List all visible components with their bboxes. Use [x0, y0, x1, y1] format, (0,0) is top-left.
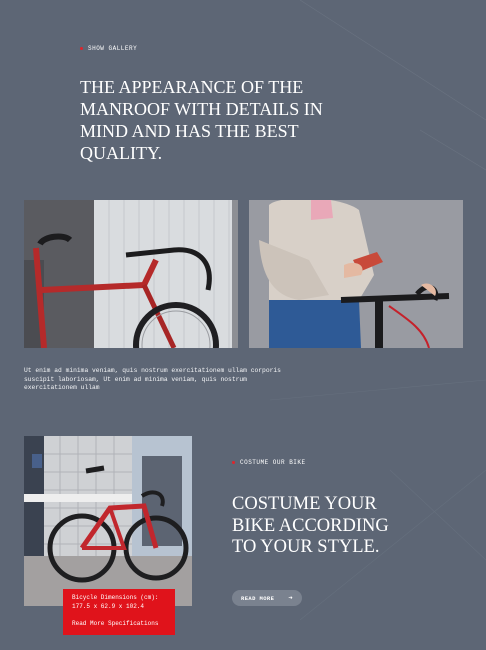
- dot-icon: [232, 461, 235, 464]
- gallery-headline: THE APPEARANCE OF THE MANROOF WITH DETAILS IN MIND AND HAS THE BEST QUALITY.: [80, 77, 323, 163]
- bike-spec-box: [63, 589, 175, 635]
- dot-icon: [80, 47, 83, 50]
- costume-eyebrow: [232, 459, 306, 466]
- gallery-photo-bike: [24, 200, 238, 348]
- gallery-description: Ut enim ad minima veniam, quis nostrum exercitationem ullam corporis suscipit laboriosam, Ut enim ad minima veniam, quis nostrum exercitationem ullam: [24, 367, 281, 391]
- spec-dimensions-label: Bicycle Dimensions (cm):: [72, 594, 159, 601]
- gallery-eyebrow: [80, 45, 137, 52]
- costume-headline: COSTUME YOUR BIKE ACCORDING TO YOUR STYLE.: [232, 494, 389, 557]
- gallery-eyebrow-label: SHOW GALLERY: [88, 45, 138, 52]
- costume-photo-bike: [24, 436, 192, 606]
- spec-dimensions-value: 177.5 x 62.9 x 102.4: [72, 602, 145, 610]
- read-more-button[interactable]: [232, 590, 302, 606]
- read-more-label: READ MORE: [241, 594, 275, 602]
- gallery-photo-rider: [249, 200, 463, 348]
- arrow-right-icon: ➜: [288, 594, 293, 603]
- costume-eyebrow-label: COSTUME OUR BIKE: [240, 459, 306, 466]
- read-more-specifications-link[interactable]: Read More Specifications: [72, 620, 159, 627]
